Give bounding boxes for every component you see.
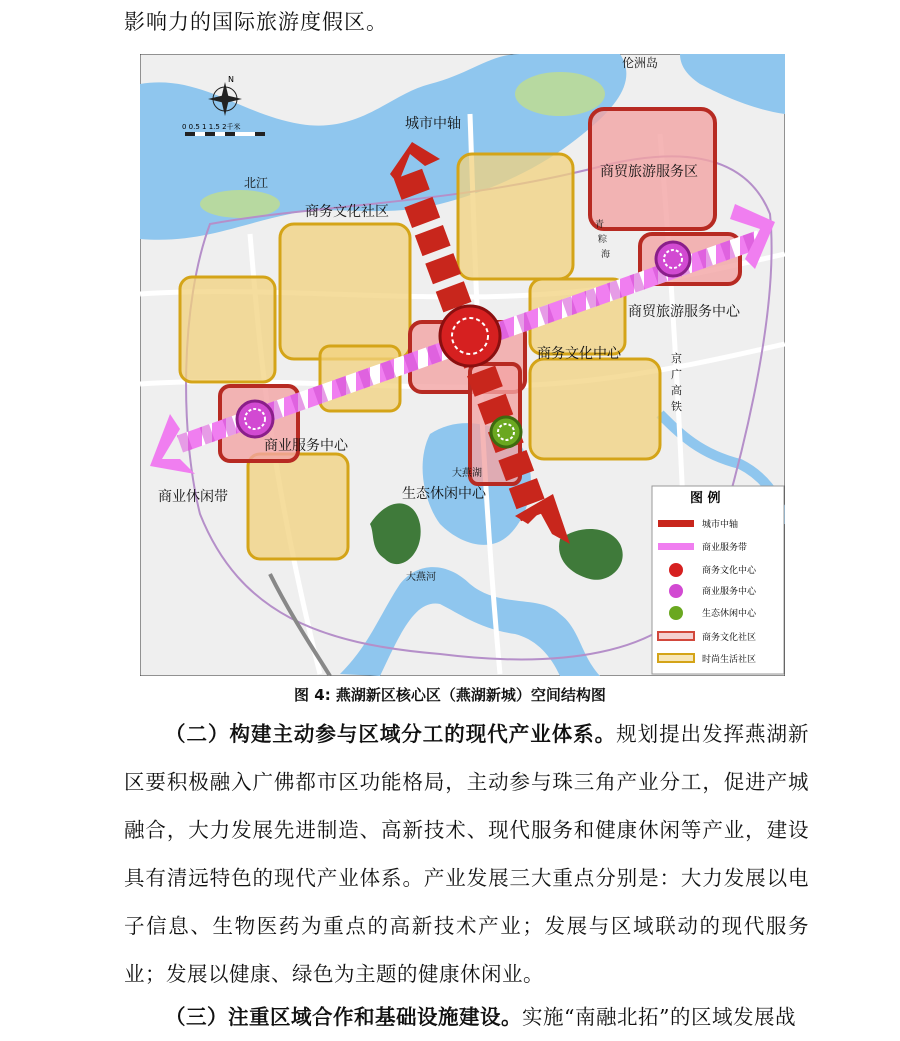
green-patch xyxy=(200,190,280,218)
label-beijiang: 北江 xyxy=(244,176,269,190)
paragraph-2 xyxy=(124,710,809,998)
svg-text:商务文化中心: 商务文化中心 xyxy=(702,566,757,576)
figure-caption: 图 4: 燕湖新区核心区（燕湖新城）空间结构图 xyxy=(294,686,606,704)
label-eco-center: 生态休闲中心 xyxy=(402,486,486,502)
svg-text:商务文化社区: 商务文化社区 xyxy=(702,633,757,643)
svg-text:城市中轴: 城市中轴 xyxy=(702,520,739,530)
label-guang: 广 xyxy=(671,368,682,381)
label-tie: 铁 xyxy=(671,400,682,413)
label-trade-tourism-zone: 商贸旅游服务区 xyxy=(600,164,698,180)
label-gao: 高 xyxy=(671,384,682,397)
label-qing: 青 xyxy=(595,220,605,230)
spatial-structure-map xyxy=(140,54,785,676)
biz-culture-center-marker xyxy=(440,306,500,366)
label-city-axis: 城市中轴 xyxy=(405,116,461,132)
label-jing: 京 xyxy=(671,352,682,365)
svg-text:商业服务带: 商业服务带 xyxy=(702,543,748,553)
label-lunzhou: 伦洲岛 xyxy=(622,56,659,70)
legend-title: 图 例 xyxy=(690,491,721,506)
label-biz-culture-center: 商务文化中心 xyxy=(537,346,621,362)
label-commercial-center: 商业服务中心 xyxy=(264,438,348,454)
top-text: 影响力的国际旅游度假区。 xyxy=(124,10,388,34)
green-patch xyxy=(515,72,605,116)
label-trade-tourism-center: 商贸旅游服务中心 xyxy=(628,304,740,320)
svg-text:商业服务中心: 商业服务中心 xyxy=(702,587,757,597)
trade-tourism-center-marker xyxy=(656,242,690,276)
label-su: 粽 xyxy=(598,235,608,245)
label-leisure-belt: 商业休闲带 xyxy=(158,489,228,505)
paragraph-3 xyxy=(124,993,809,1041)
eco-center-marker xyxy=(491,417,521,447)
paragraph-lead: （二）构建主动参与区域分工的现代产业体系。 xyxy=(165,722,617,746)
legend xyxy=(652,486,784,674)
svg-text:生态休闲中心: 生态休闲中心 xyxy=(702,609,757,619)
north-label: N xyxy=(228,75,234,84)
label-hai: 海 xyxy=(601,250,611,260)
svg-text:时尚生活社区: 时尚生活社区 xyxy=(702,655,757,665)
label-dayan-lake: 大燕湖 xyxy=(452,468,482,479)
paragraph-body: 实施“南融北拓”的区域发展战 xyxy=(522,1005,796,1029)
paragraph-body: 规划提出发挥燕湖新区要积极融入广佛都市区功能格局，主动参与珠三角产业分工，促进产城融合，大力发展先进制造、高新技术、现代服务和健康休闲等产业，建设具有清远特色的现代产业体系。产业发展三大重点分别是：大力发展以电子信息、生物医药为重点的高新技术产业；发展与区域联动的现代服务业；发展以健康、绿色为主题的健康休闲业。 xyxy=(124,722,810,986)
scale-ticks: 0 0.5 1 1.5 2千米 xyxy=(182,123,241,131)
paragraph-lead: （三）注重区域合作和基础设施建设。 xyxy=(165,1005,522,1029)
commercial-center-marker xyxy=(237,401,273,437)
label-dayan-river: 大燕河 xyxy=(406,572,436,583)
label-biz-culture-community: 商务文化社区 xyxy=(305,204,389,220)
